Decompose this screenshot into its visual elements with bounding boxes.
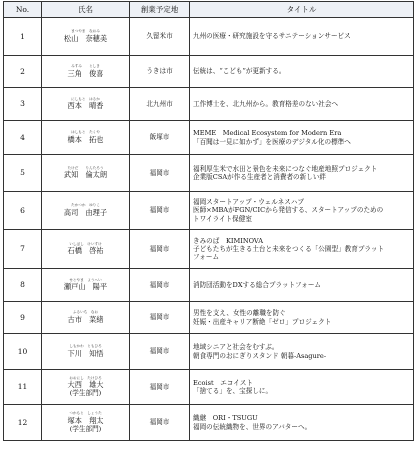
row-number: 1 [4,18,42,56]
name-reading: たけだ りんたろう [67,165,104,170]
row-number: 5 [4,155,42,192]
applicant-name-cell [42,405,130,441]
table-row [4,121,414,155]
table-header-row [4,2,414,18]
table-row [4,18,414,56]
planned-location: 福岡市 [130,155,190,192]
table-row [4,269,414,302]
project-title-line: 男性を支え、女性の離職を防ぐ [193,309,286,318]
planned-location: 福岡市 [130,370,190,405]
name-reading: おおにし たけひろ [69,375,102,380]
name-reading: せとやま ようへい [69,277,102,282]
table-row [4,155,414,192]
project-title-line: 消防団活動をDXする総合プラットフォーム [193,280,322,289]
row-number: 3 [4,88,42,121]
row-number: 6 [4,192,42,230]
name-reading: まつやま なおみ [71,29,100,34]
name-reading: にしもと はるか [71,96,100,101]
applicant-name: 下川 知悟 [67,348,104,358]
applicant-name: 大西 雄大 [67,380,104,390]
table-row [4,302,414,334]
row-number: 2 [4,56,42,88]
project-title-line: きみのば KIMINOVA [193,236,263,245]
planned-location: うきは市 [130,56,190,88]
project-title-cell [190,334,414,370]
table-row [4,192,414,230]
applicant-name: 西本 晴香 [67,101,104,111]
project-title-line: トワイライト保健室 [193,214,252,223]
name-reading: たかつか ゆりこ [71,203,100,208]
project-title-cell [190,302,414,334]
name-reading: つかもと しょうた [69,411,102,416]
table-row [4,334,414,370]
row-number: 7 [4,230,42,269]
project-title-line: 福利厚生米で水田と景色を未来につなぐ地産地照プロジェクト [193,164,378,173]
applicant-name: 三角 俊喜 [67,68,104,78]
applicant-name: 武知 倫太朗 [63,170,108,180]
name-reading: いしばし けいすけ [69,241,102,246]
name-reading: はしもと たくや [71,130,100,135]
planned-location: 福岡市 [130,269,190,302]
project-title-line: 織継 ORI・TSUGU [193,414,258,423]
project-title-cell [190,230,414,269]
planned-location: 飯塚市 [130,121,190,155]
header-title: タイトル [190,2,414,18]
applicant-name: 塚本 翔太 [67,415,104,425]
project-title-cell [190,405,414,441]
row-number: 11 [4,370,42,405]
table-row [4,230,414,269]
project-title-line: 九州の医療・研究施設を守るサニテーションサービス [193,32,351,41]
applicant-name-cell [42,269,130,302]
applicants-table [3,1,414,441]
planned-location: 福岡市 [130,192,190,230]
project-title-line: 妊娠・出産キャリア断絶「ゼロ」プロジェクト [193,317,332,326]
project-title-cell [190,121,414,155]
row-number: 10 [4,334,42,370]
planned-location: 福岡市 [130,405,190,441]
project-title-line: 企業版CSAが作る生産者と消費者の新しい絆 [193,173,327,181]
project-title-line: 地域シニアと社会をむすぶ。 [193,343,279,352]
row-number: 8 [4,269,42,302]
project-title-line: 「捨てる」を、宝探しに。 [193,387,273,395]
header-location: 創業予定地 [130,2,190,18]
project-title-cell [190,370,414,405]
project-title-line: 子どもたちが生きる土台と未来をつくる「公園型」教育プラット [193,244,385,253]
category-note: (学生部門) [69,389,102,398]
applicant-name-cell [42,302,130,334]
row-number: 4 [4,121,42,155]
applicant-name-cell [42,192,130,230]
planned-location: 福岡市 [130,334,190,370]
project-title-line: 伝統は、“こども”が更新する。 [193,67,286,76]
header-no: No. [4,2,42,18]
applicant-name-cell [42,56,130,88]
applicant-name-cell [42,370,130,405]
applicants-table-wrapper [3,1,414,441]
project-title-line: 工作博士を、北九州から。教育格差のない社会へ [193,99,339,108]
project-title-line: 福岡スタートアップ・ウェルネスハブ [193,198,304,207]
table-row [4,405,414,441]
project-title-line: MEME Medical Ecosystem for Modern Era [193,129,342,138]
applicant-name-cell [42,230,130,269]
project-title-cell [190,18,414,56]
planned-location: 久留米市 [130,18,190,56]
project-title-line: フォーム [193,253,220,262]
header-name: 氏名 [42,2,130,18]
applicant-name: 古市 菜緒 [67,314,104,324]
name-reading: しもかわ ともひろ [69,344,102,349]
project-title-line: Ecoist エコイスト [193,378,253,387]
table-body [4,18,414,441]
table-row [4,88,414,121]
project-title-line: 福岡の伝統織物を、世界のアバターへ。 [193,422,312,431]
project-title-line: 「百聞は一見に如かず」を医療のデジタル化の標準へ [193,137,351,146]
row-number: 9 [4,302,42,334]
applicant-name-cell [42,18,130,56]
applicant-name: 石橋 啓祐 [67,246,104,256]
applicant-name-cell [42,88,130,121]
project-title-cell [190,155,414,192]
applicant-name-cell [42,121,130,155]
project-title-line: 朝食専門のおにぎりスタンド 朝暮-Asagure- [193,351,327,360]
name-reading: みすみ としき [71,64,100,69]
project-title-cell [190,269,414,302]
table-row [4,56,414,88]
table-row [4,370,414,405]
project-title-cell [190,56,414,88]
planned-location: 福岡市 [130,302,190,334]
planned-location: 北九州市 [130,88,190,121]
planned-location: 福岡市 [130,230,190,269]
applicant-name: 橋本 拓也 [67,134,104,144]
applicant-name: 松山 奈穂美 [63,33,108,43]
applicant-name: 瀬戸山 陽平 [63,282,108,292]
project-title-line: 医師×MBAがFGN/CICから発信する、スタートアップのための [193,206,384,215]
applicant-name-cell [42,334,130,370]
name-reading: ふるいち なお [72,310,99,315]
category-note: (学生部門) [69,424,102,433]
project-title-cell [190,192,414,230]
applicant-name-cell [42,155,130,192]
project-title-cell [190,88,414,121]
row-number: 12 [4,405,42,441]
applicant-name: 高司 由理子 [63,207,108,217]
